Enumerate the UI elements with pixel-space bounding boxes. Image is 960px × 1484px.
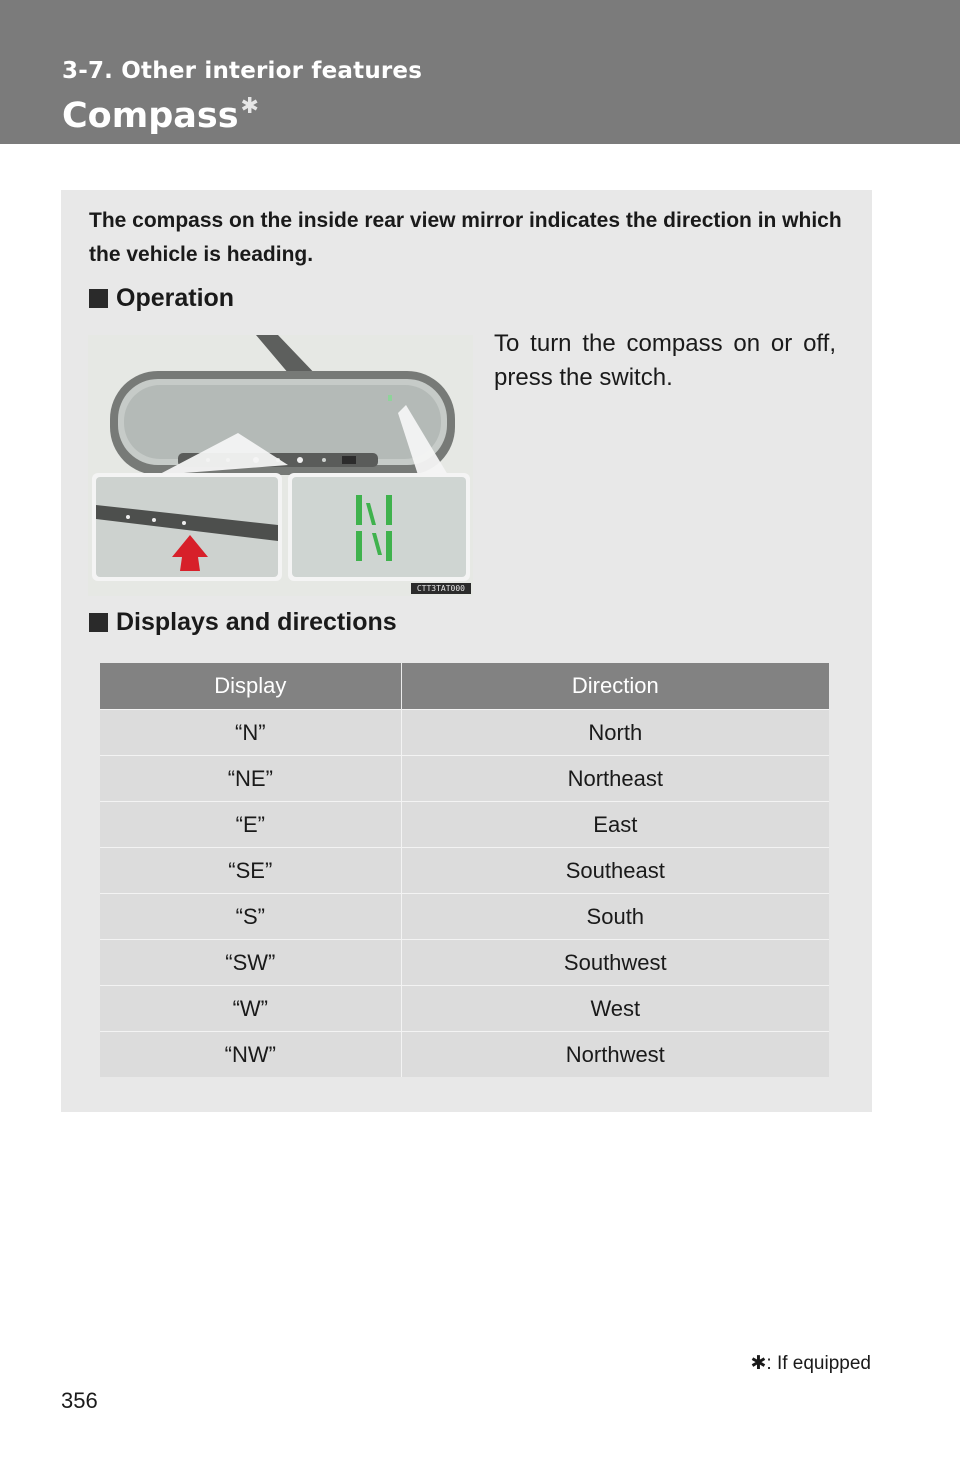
column-header-display: Display — [100, 663, 401, 710]
equipped-mark: ✱ — [240, 94, 259, 119]
mirror-illustration — [88, 335, 473, 596]
table-row — [100, 940, 829, 986]
directions-table — [100, 663, 829, 1077]
page-number: 356 — [61, 1388, 98, 1413]
section-label: 3-7. Other interior features — [62, 58, 423, 84]
table-row — [100, 710, 829, 756]
display-cell: “SE” — [100, 848, 401, 894]
display-cell: “NE” — [100, 756, 401, 802]
table-row — [100, 848, 829, 894]
operation-heading-text: Operation — [116, 284, 235, 312]
display-cell: “W” — [100, 986, 401, 1032]
direction-cell: East — [401, 802, 829, 848]
direction-cell: Northeast — [401, 756, 829, 802]
table-row — [100, 756, 829, 802]
direction-cell: Southwest — [401, 940, 829, 986]
direction-cell: Northwest — [401, 1032, 829, 1078]
page-title — [62, 94, 259, 136]
square-bullet-icon — [89, 289, 108, 308]
table-row — [100, 986, 829, 1032]
figure-code: CTT3TAT000 — [411, 583, 471, 594]
table-header-row — [100, 663, 829, 710]
square-bullet-icon — [89, 613, 108, 632]
direction-cell: West — [401, 986, 829, 1032]
footnote: ✱: If equipped — [750, 1353, 871, 1374]
table-row — [100, 1032, 829, 1078]
direction-cell: North — [401, 710, 829, 756]
operation-text: To turn the compass on or off, press the switch. — [494, 330, 836, 391]
display-cell: “E” — [100, 802, 401, 848]
direction-cell: Southeast — [401, 848, 829, 894]
display-cell: “N” — [100, 710, 401, 756]
display-cell: “S” — [100, 894, 401, 940]
mirror-drawing — [88, 335, 473, 596]
displays-heading-text: Displays and directions — [116, 608, 397, 636]
column-header-direction: Direction — [401, 663, 829, 710]
display-cell: “NW” — [100, 1032, 401, 1078]
displays-heading — [89, 608, 397, 637]
direction-cell: South — [401, 894, 829, 940]
table-row — [100, 894, 829, 940]
display-cell: “SW” — [100, 940, 401, 986]
intro-paragraph: The compass on the inside rear view mirror indicates the direction in which the vehicle is heading. — [89, 209, 842, 266]
page-title-text: Compass — [62, 96, 239, 136]
operation-heading — [89, 284, 234, 313]
table-row — [100, 802, 829, 848]
page-header — [0, 0, 960, 144]
